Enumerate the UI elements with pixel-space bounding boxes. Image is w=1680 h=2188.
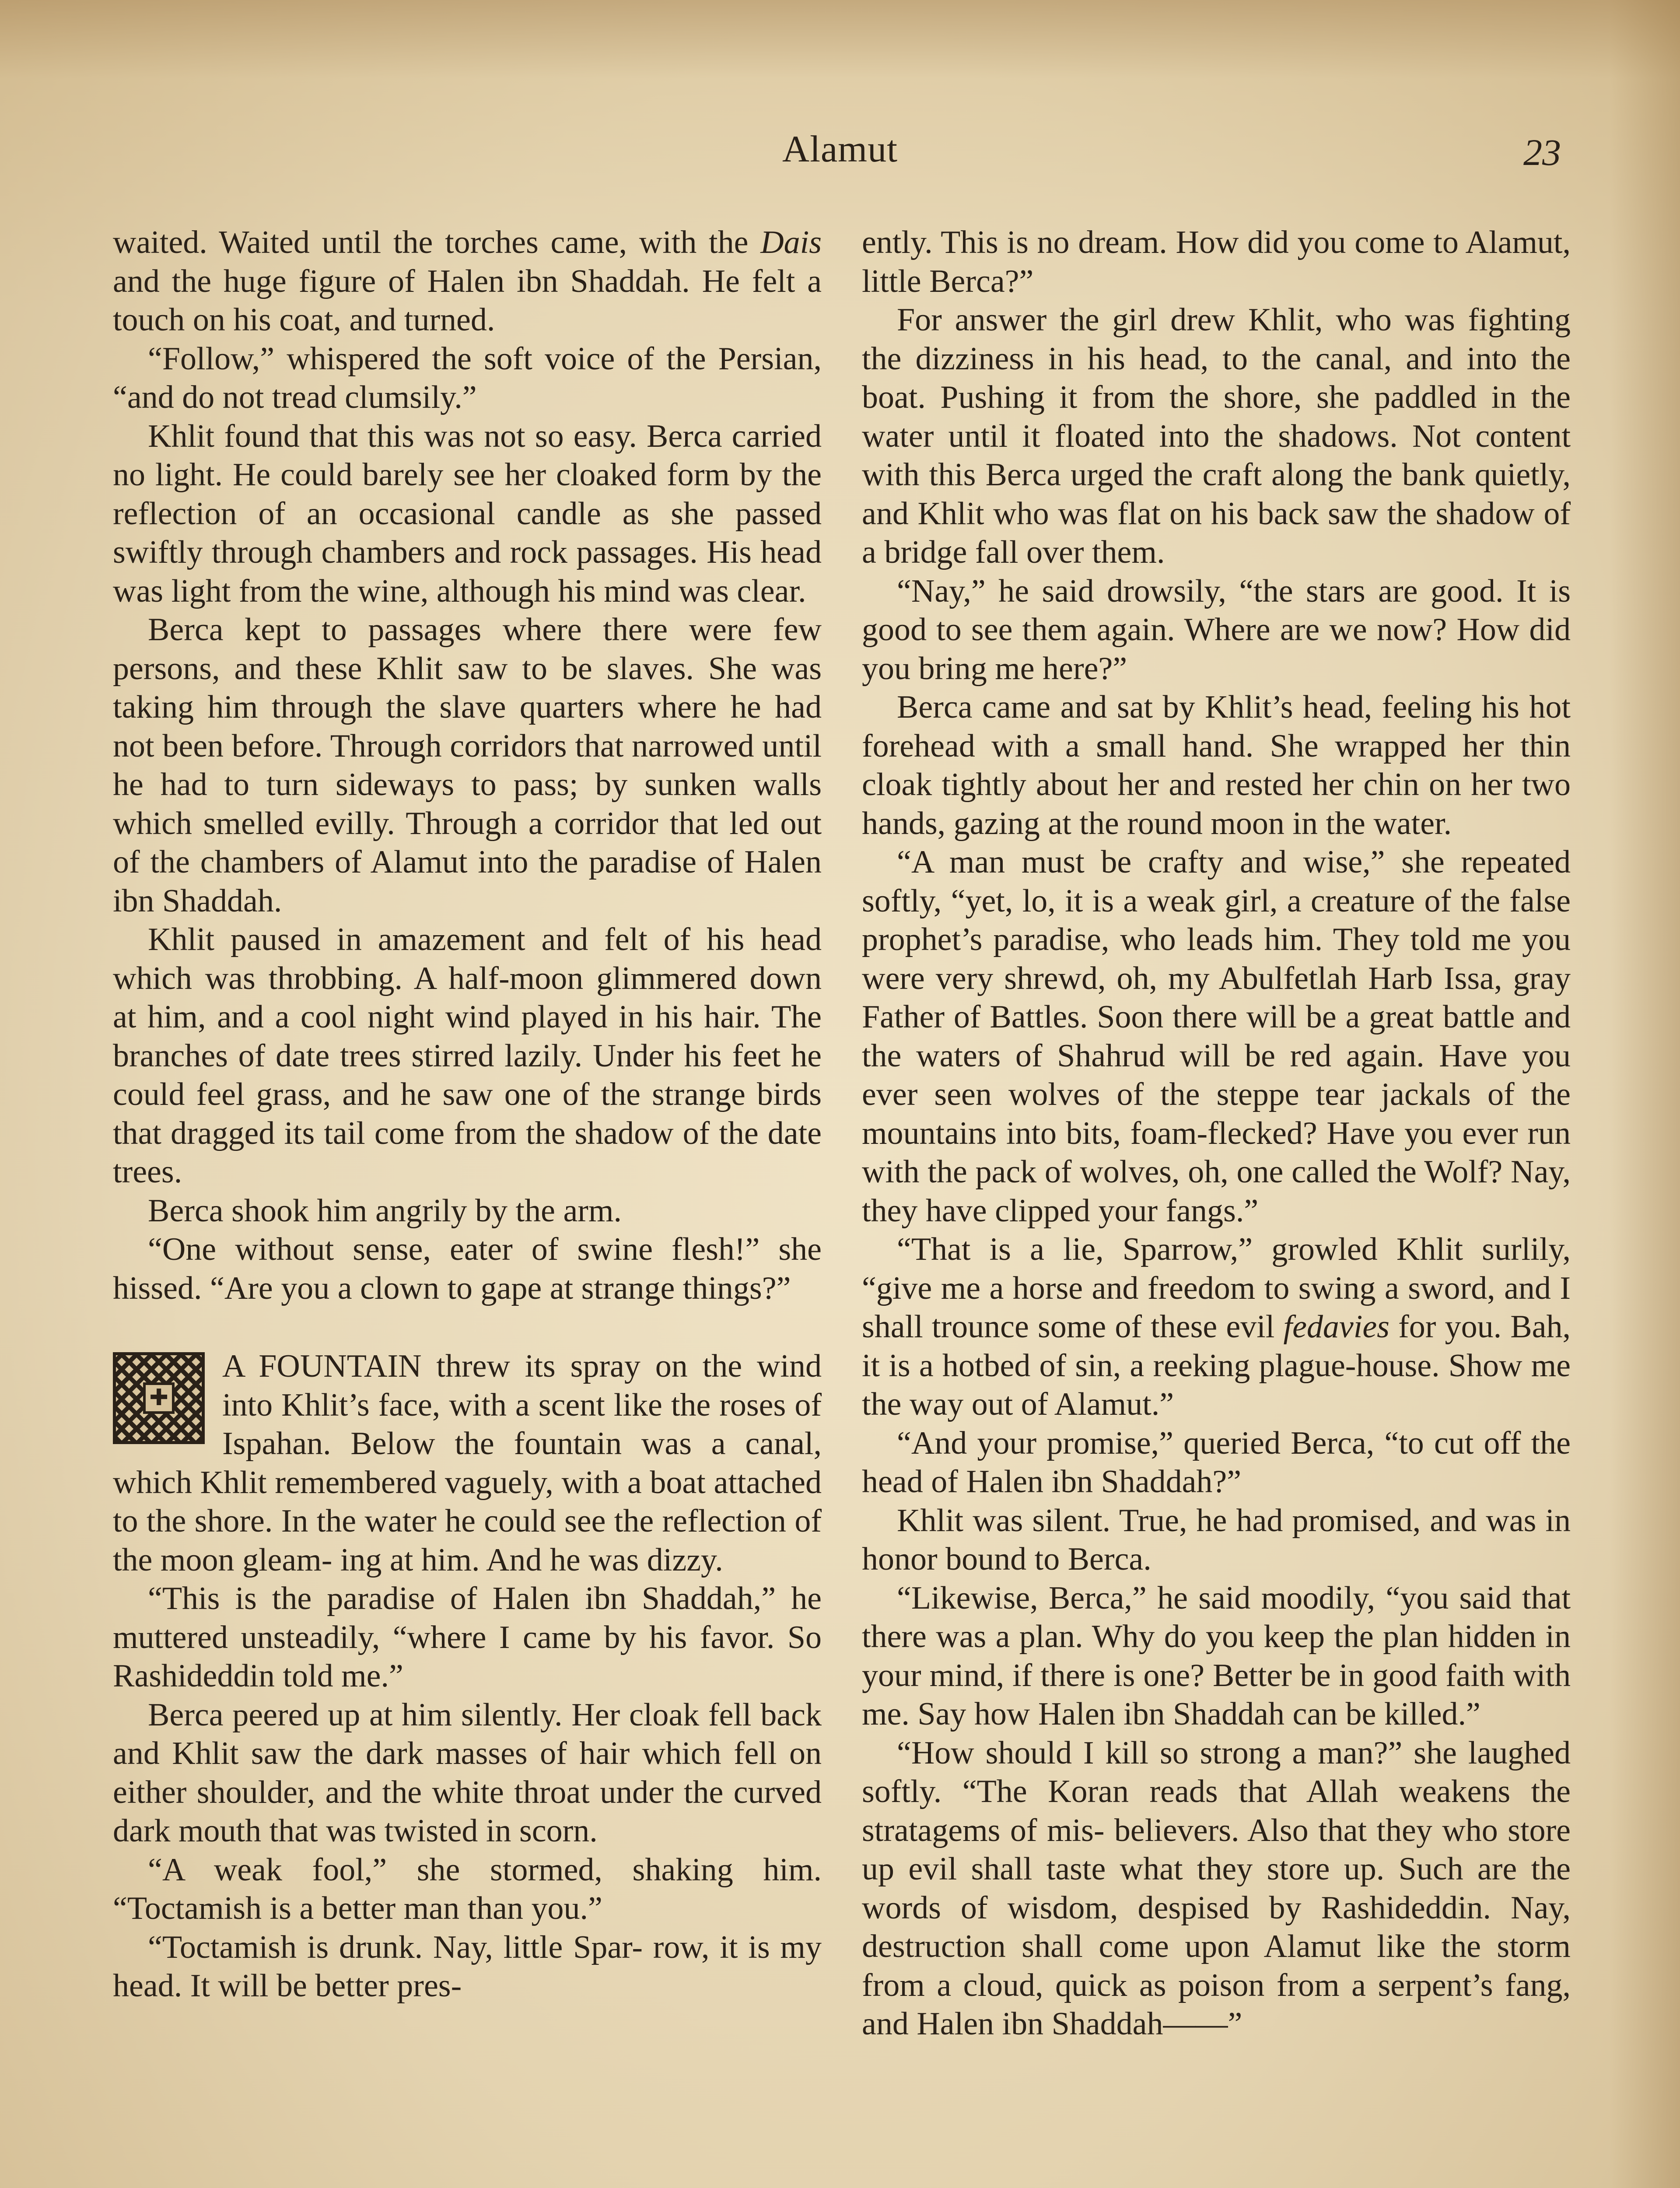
- paragraph-text: for you. Bah, it is a hotbed of sin, a reeking plague-house. Show me the way out of Alamut.”: [862, 1309, 1571, 1422]
- left-column: [113, 223, 822, 2006]
- paragraph: For answer the girl drew Khlit, who was fighting the dizziness in his head, to the canal, and into the boat. Pushing it from the shore, she paddled in the water until it floated into the shadows. Not content with this Berca urged the craft along the bank quietly, and Khlit who was flat on his back saw the shadow of a bridge fall over them.: [862, 302, 1571, 570]
- paragraph: “Follow,” whispered the soft voice of the Persian, “and do not tread clumsily.”: [113, 340, 822, 415]
- paragraph: “A man must be crafty and wise,” she repeated softly, “yet, lo, it is a weak girl, a creature of the false prophet’s paradise, who leads him. They told me you were very shrewd, oh, my Abulfetlah Harb Issa, gray Father of Battles. Soon there will be a great battle and the waters of Shahrud will be red again. Have you ever seen wolves of the steppe tear jackals of the mountains into bits, foam-flecked? Have you ever run with the pack of wolves, oh, one called the Wolf? Nay, they have clipped your fangs.”: [862, 844, 1571, 1229]
- paragraph: “How should I kill so strong a man?” she laughed softly. “The Koran reads that Allah weakens the stratagems of mis- believers. Also that they who store up evil shall taste what they store up. Such are the words of wisdom, despised by Rashideddin. Nay, destruction shall come upon Alamut like the storm from a cloud, quick as poison from a serpent’s fang, and Halen ibn Shaddah——”: [862, 1735, 1571, 2042]
- cross-ornament-icon: [113, 1352, 205, 1444]
- paragraph-text: and the huge figure of Halen ibn Shaddah. He felt a touch on his coat, and turned.: [113, 263, 822, 338]
- cross-icon: ✚: [143, 1382, 175, 1414]
- paragraph: “Likewise, Berca,” he said moodily, “you said that there was a plan. Why do you keep the plan hidden in your mind, if there is one? Better be in good faith with me. Say how Halen ibn Shaddah can be killed.”: [862, 1580, 1571, 1732]
- paragraph: “One without sense, eater of swine flesh!” she hissed. “Are you a clown to gape at strange things?”: [113, 1231, 822, 1306]
- paragraph: ently. This is no dream. How did you come to Alamut, little Berca?”: [862, 224, 1571, 299]
- paragraph: “Nay,” he said drowsily, “the stars are good. It is good to see them again. Where are we now? How did you bring me here?”: [862, 573, 1571, 687]
- paragraph: Khlit found that this was not so easy. Berca carried no light. He could barely see her cloaked form by the reflection of an occasional candle as she passed swiftly through chambers and rock passages. His head was light from the wine, although his mind was clear.: [113, 418, 822, 609]
- paragraph: Berca shook him angrily by the arm.: [148, 1192, 622, 1229]
- page-number: 23: [1523, 131, 1561, 173]
- paragraph-text: waited. Waited until the torches came, with the: [113, 224, 761, 260]
- italic-text: fedavies: [1283, 1309, 1390, 1345]
- paragraph: Berca kept to passages where there were few persons, and these Khlit saw to be slaves. She was taking him through the slave quarters where he had not been before. Through corridors that narrowed until he had to turn sideways to pass; by sunken walls which smelled evilly. Through a corridor that led out of the chambers of Alamut into the paradise of Halen ibn Shaddah.: [113, 612, 822, 919]
- paragraph: Berca came and sat by Khlit’s head, feeling his hot forehead with a small hand. She wrapped her thin cloak tightly about her and rested her chin on her two hands, gazing at the round moon in the water.: [862, 689, 1571, 842]
- italic-text: Dais: [760, 224, 822, 260]
- paragraph: Khlit was silent. True, he had promised, and was in honor bound to Berca.: [862, 1502, 1571, 1577]
- paragraph: Khlit paused in amazement and felt of his head which was throbbing. A half-moon glimmered down at him, and a cool night wind played in his hair. The branches of date trees stirred lazily. Under his feet he could feel grass, and he saw one of the strange birds that dragged its tail come from the shadow of the date trees.: [113, 922, 822, 1190]
- running-title: Alamut: [782, 128, 898, 170]
- paragraph: “A weak fool,” she stormed, shaking him. “Toctamish is a better man than you.”: [113, 1851, 822, 1926]
- paragraph-text: A FOUNTAIN threw its spray on the wind into Khlit’s face, with a scent like the roses of Ispahan. Below the fountain was a canal, which Khlit remembered vaguely, with a boat attached to the shore. In the water he could see the reflection of the moon gleam- ing at him. And he was dizzy.: [113, 1348, 822, 1578]
- paragraph-text: “That is a lie, Sparrow,” growled Khlit surlily, “give me a horse and freedom to swing a sword, and I shall trounce some of these evil: [862, 1231, 1571, 1345]
- paragraph: [862, 1230, 1571, 1424]
- right-column: [862, 223, 1571, 2044]
- paragraph: Berca peered up at him silently. Her cloak fell back and Khlit saw the dark masses of hair which fell on either shoulder, and the white throat under the curved dark mouth that was twisted in scorn.: [113, 1697, 822, 1849]
- paragraph: “Toctamish is drunk. Nay, little Spar- row, it is my head. It will be better pres-: [113, 1929, 822, 2004]
- paragraph: “And your promise,” queried Berca, “to cut off the head of Halen ibn Shaddah?”: [862, 1425, 1571, 1500]
- paragraph: [113, 1347, 822, 1579]
- paragraph: [113, 223, 822, 340]
- paragraph: “This is the paradise of Halen ibn Shaddah,” he muttered unsteadily, “where I came by his favor. So Rashideddin told me.”: [113, 1581, 822, 1694]
